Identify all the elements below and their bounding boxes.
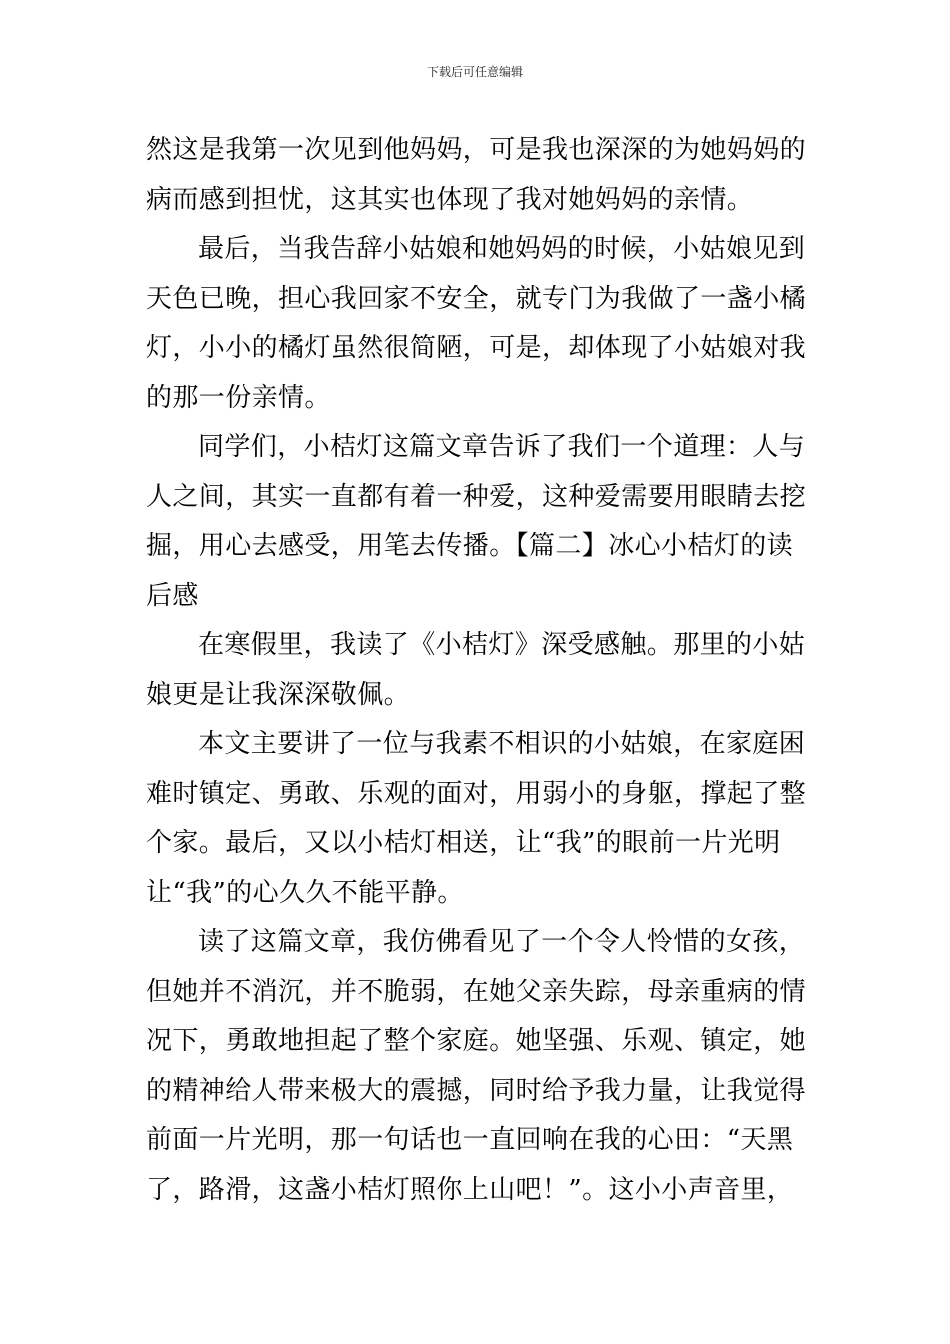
text-line: 难时镇定、勇敢、乐观的面对，用弱小的身躯，撑起了整 — [146, 778, 807, 809]
text-line: 但她并不消沉，并不脆弱，在她父亲失踪，母亲重病的情 — [146, 976, 807, 1007]
text-line: 读了这篇文章，我仿佛看见了一个令人怜惜的女孩， — [198, 927, 806, 957]
text-line: 病而感到担忧，这其实也体现了我对她妈妈的亲情。 — [146, 184, 754, 215]
text-line: 最后，当我告辞小姑娘和她妈妈的时候，小姑娘见到 — [198, 234, 806, 264]
text-line: 然这是我第一次见到他妈妈，可是我也深深的为她妈妈的 — [146, 135, 807, 165]
text-line: 在寒假里，我读了《小桔灯》深受感触。那里的小姑 — [198, 630, 806, 660]
text-line: 的精神给人带来极大的震撼，同时给予我力量，让我觉得 — [146, 1075, 807, 1106]
text-line: 同学们，小桔灯这篇文章告诉了我们一个道理：人与 — [198, 432, 806, 462]
text-line: 本文主要讲了一位与我素不相识的小姑娘，在家庭困 — [198, 729, 806, 759]
text-line: 后感 — [146, 580, 199, 611]
text-line: 况下，勇敢地担起了整个家庭。她坚强、乐观、镇定，她 — [146, 1026, 807, 1056]
text-line: 人之间，其实一直都有着一种爱，这种爱需要用眼睛去挖 — [146, 481, 807, 512]
text-line: 让“我”的心久久不能平静。 — [146, 877, 464, 908]
text-line: 掘，用心去感受，用笔去传播。【篇二】冰心小桔灯的读 — [146, 531, 794, 561]
text-line: 的那一份亲情。 — [146, 382, 331, 413]
text-line: 天色已晚，担心我回家不安全，就专门为我做了一盏小橘 — [146, 283, 807, 314]
text-line: 了，路滑，这盏小桔灯照你上山吧！”。这小小声音里， — [146, 1174, 794, 1205]
document-body — [146, 126, 808, 1215]
page-header: 下载后可任意编辑 — [426, 65, 523, 79]
text-line: 前面一片光明，那一句话也一直回响在我的心田：“天黑 — [146, 1125, 794, 1155]
text-line: 娘更是让我深深敬佩。 — [146, 679, 411, 710]
text-line: 个家。最后，又以小桔灯相送，让“我”的眼前一片光明 — [146, 828, 781, 858]
text-line: 灯，小小的橘灯虽然很简陋，可是，却体现了小姑娘对我 — [146, 333, 807, 363]
